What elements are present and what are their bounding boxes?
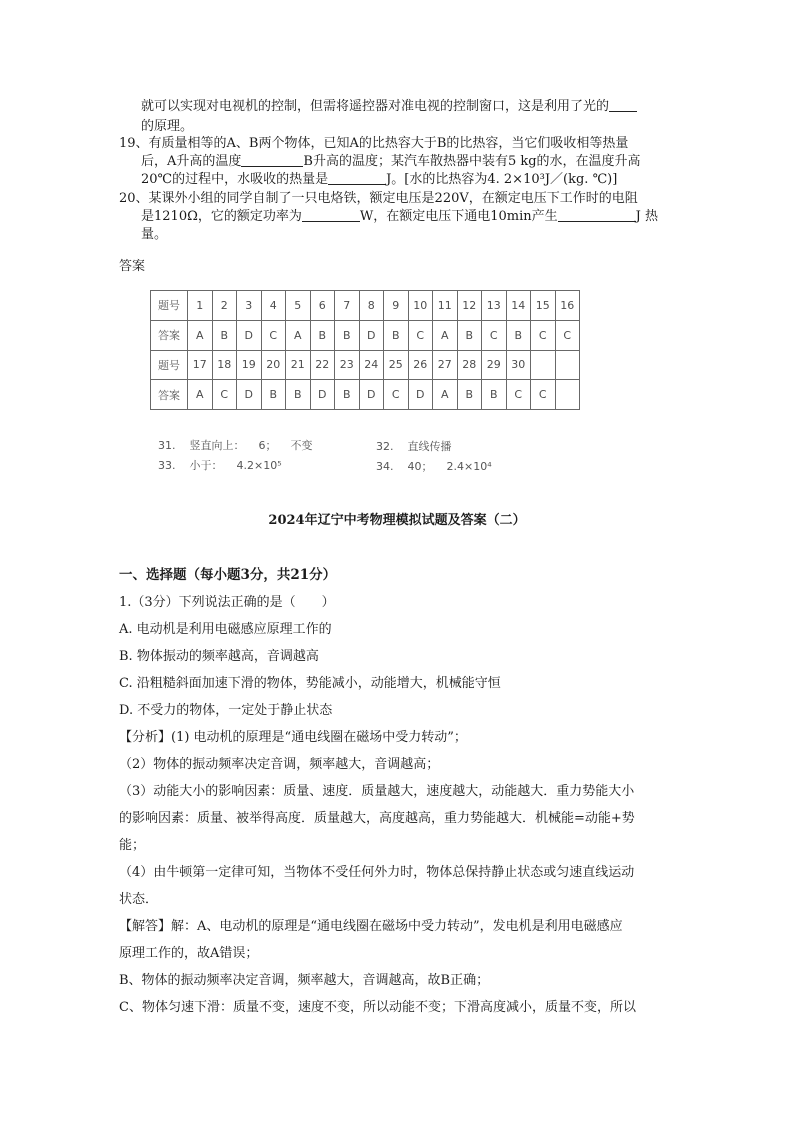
answer-text: 4.2×10⁵ — [236, 459, 282, 472]
analysis-line: （3）动能大小的影响因素：质量、速度．质量越大，速度越大，动能越大．重力势能大小 — [119, 784, 635, 799]
prev-question-text: 就可以实现对电视机的控制，但需将遥控器对准电视的控制窗口，这是利用了光的 — [141, 99, 610, 114]
table-cell: 17 — [188, 350, 213, 380]
table-cell — [531, 350, 556, 380]
table-cell: 11 — [433, 291, 458, 321]
table-cell: 23 — [335, 350, 360, 380]
solution-line: 原理工作的，故A错误； — [119, 946, 259, 961]
answer-key-scan — [150, 290, 590, 414]
table-cell: 25 — [384, 350, 409, 380]
answer-text: 不变 — [290, 439, 313, 452]
answer-number: 33. — [158, 459, 176, 472]
answer-text: 小于： — [189, 459, 223, 472]
answer-34 — [376, 458, 506, 474]
table-row — [151, 291, 580, 321]
prev-question-line-2: 的原理。 — [141, 119, 194, 134]
q20-line-1: 20、某课外小组的同学自制了一只电烙铁，额定电压是220V，在额定电压下工作时的电阻 — [119, 191, 638, 206]
table-cell: C — [212, 380, 237, 410]
analysis-line: 的影响因素：质量、被举得高度．质量越大，高度越高，重力势能越大．机械能=动能+势 — [119, 811, 635, 826]
answer-label: 答案 — [119, 259, 146, 274]
table-row — [151, 350, 580, 380]
table-cell: 9 — [384, 291, 409, 321]
table-cell: 题号 — [151, 291, 188, 321]
q19-line-2 — [141, 152, 641, 172]
answer-key-table — [150, 290, 580, 410]
table-cell — [555, 350, 580, 380]
table-cell: 3 — [237, 291, 262, 321]
table-cell: B — [482, 380, 507, 410]
table-cell: 10 — [408, 291, 433, 321]
table-cell: A — [433, 320, 458, 350]
option-c: C. 沿粗糙斜面加速下滑的物体，势能减小，动能增大，机械能守恒 — [119, 676, 501, 691]
table-cell: 16 — [555, 291, 580, 321]
section-heading: 一、选择题（每小题3分，共21分） — [119, 567, 337, 583]
table-cell: 1 — [188, 291, 213, 321]
table-cell: 2 — [212, 291, 237, 321]
q19-line-1: 19、有质量相等的A、B两个物体，已知A的比热容大于B的比热容，当它们吸收相等热量 — [119, 136, 629, 151]
table-cell: C — [506, 380, 531, 410]
table-cell: D — [359, 320, 384, 350]
q19-text-c: 20℃的过程中，水吸收的热量是 — [141, 172, 329, 187]
table-cell: 28 — [457, 350, 482, 380]
table-cell: D — [237, 380, 262, 410]
q20-text-c: J 热 — [635, 209, 658, 224]
table-cell: A — [188, 380, 213, 410]
answer-number: 31. — [158, 439, 176, 452]
table-cell: 20 — [261, 350, 286, 380]
analysis-line: （4）由牛顿第一定律可知，当物体不受任何外力时，物体总保持静止状态或匀速直线运动 — [119, 865, 635, 880]
q20-text-b: W，在额定电压下通电10min产生 — [359, 209, 558, 224]
table-cell: D — [310, 380, 335, 410]
prev-question-line — [141, 97, 637, 117]
table-cell: 18 — [212, 350, 237, 380]
option-d: D. 不受力的物体，一定处于静止状态 — [119, 703, 333, 718]
question-1-stem: 1.（3分）下列说法正确的是（ ） — [119, 595, 335, 610]
table-cell: 题号 — [151, 350, 188, 380]
answer-31 — [158, 437, 327, 453]
table-cell: B — [384, 320, 409, 350]
q19-text-b: B升高的温度；某汽车散热器中装有5 kg的水，在温度升高 — [303, 154, 641, 169]
q19-text-a: 后，A升高的温度 — [141, 154, 242, 169]
table-cell: 22 — [310, 350, 335, 380]
table-cell: 24 — [359, 350, 384, 380]
answer-blank[interactable] — [609, 97, 637, 112]
analysis-line: 状态． — [119, 892, 159, 907]
table-cell: 8 — [359, 291, 384, 321]
table-cell: C — [555, 320, 580, 350]
answer-32 — [376, 438, 466, 454]
doc-title: 2024年辽宁中考物理模拟试题及答案（二） — [268, 513, 526, 528]
table-cell: 15 — [531, 291, 556, 321]
table-cell — [555, 380, 580, 410]
table-cell: A — [188, 320, 213, 350]
option-b: B. 物体振动的频率越高，音调越高 — [119, 649, 319, 664]
answer-text: 2.4×10⁴ — [446, 460, 492, 473]
table-cell: B — [310, 320, 335, 350]
answer-text: 40； — [407, 460, 433, 473]
table-cell: 27 — [433, 350, 458, 380]
table-cell: 26 — [408, 350, 433, 380]
table-cell: 答案 — [151, 320, 188, 350]
table-cell: 答案 — [151, 380, 188, 410]
option-a: A. 电动机是利用电磁感应原理工作的 — [119, 622, 332, 637]
answer-number: 34. — [376, 460, 394, 473]
table-cell: B — [457, 380, 482, 410]
table-row — [151, 320, 580, 350]
table-cell: C — [531, 380, 556, 410]
table-cell: 29 — [482, 350, 507, 380]
solution-line: C、物体匀速下滑：质量不变，速度不变，所以动能不变；下滑高度减小，质量不变，所以 — [119, 1000, 636, 1015]
table-cell: B — [212, 320, 237, 350]
analysis-line: （2）物体的振动频率决定音调，频率越大，音调越高； — [119, 757, 440, 772]
table-cell: 5 — [286, 291, 311, 321]
answer-text: 6； — [258, 439, 277, 452]
q19-line-3 — [141, 170, 617, 190]
answer-text: 竖直向上： — [189, 439, 245, 452]
table-cell: B — [335, 320, 360, 350]
table-cell: D — [359, 380, 384, 410]
table-cell: 13 — [482, 291, 507, 321]
solution-line: 【解答】解：A、电动机的原理是“通电线圈在磁场中受力转动”，发电机是利用电磁感应 — [119, 919, 623, 934]
answer-blank[interactable] — [302, 207, 360, 222]
answer-blank[interactable] — [328, 170, 386, 185]
answer-text: 直线传播 — [407, 440, 452, 453]
table-cell: B — [261, 380, 286, 410]
answer-blank[interactable] — [241, 152, 303, 167]
q19-text-d: J。[水的比热容为4. 2×10³J／(kg. ℃)] — [386, 172, 618, 187]
table-cell: C — [384, 380, 409, 410]
table-cell: 30 — [506, 350, 531, 380]
q20-line-2 — [141, 207, 658, 227]
table-cell: A — [286, 320, 311, 350]
table-cell: C — [408, 320, 433, 350]
table-cell: C — [531, 320, 556, 350]
table-cell: 4 — [261, 291, 286, 321]
table-cell: A — [433, 380, 458, 410]
table-cell: C — [482, 320, 507, 350]
table-cell: 7 — [335, 291, 360, 321]
analysis-line: 【分析】(1) 电动机的原理是“通电线圈在磁场中受力转动”； — [119, 730, 467, 745]
table-row — [151, 380, 580, 410]
solution-line: B、物体的振动频率决定音调，频率越大，音调越高，故B正确； — [119, 973, 490, 988]
table-cell: 19 — [237, 350, 262, 380]
table-cell: 6 — [310, 291, 335, 321]
answer-33 — [158, 457, 296, 473]
table-cell: B — [286, 380, 311, 410]
analysis-line: 能； — [119, 838, 146, 853]
q20-line-3: 量。 — [141, 227, 168, 242]
q20-text-a: 是1210Ω，它的额定功率为 — [141, 209, 302, 224]
table-cell: 21 — [286, 350, 311, 380]
table-cell: D — [237, 320, 262, 350]
table-cell: 14 — [506, 291, 531, 321]
table-cell: B — [506, 320, 531, 350]
answer-blank[interactable] — [558, 207, 636, 222]
table-cell: B — [335, 380, 360, 410]
table-cell: C — [261, 320, 286, 350]
table-cell: D — [408, 380, 433, 410]
answer-number: 32. — [376, 440, 394, 453]
table-cell: 12 — [457, 291, 482, 321]
table-cell: B — [457, 320, 482, 350]
